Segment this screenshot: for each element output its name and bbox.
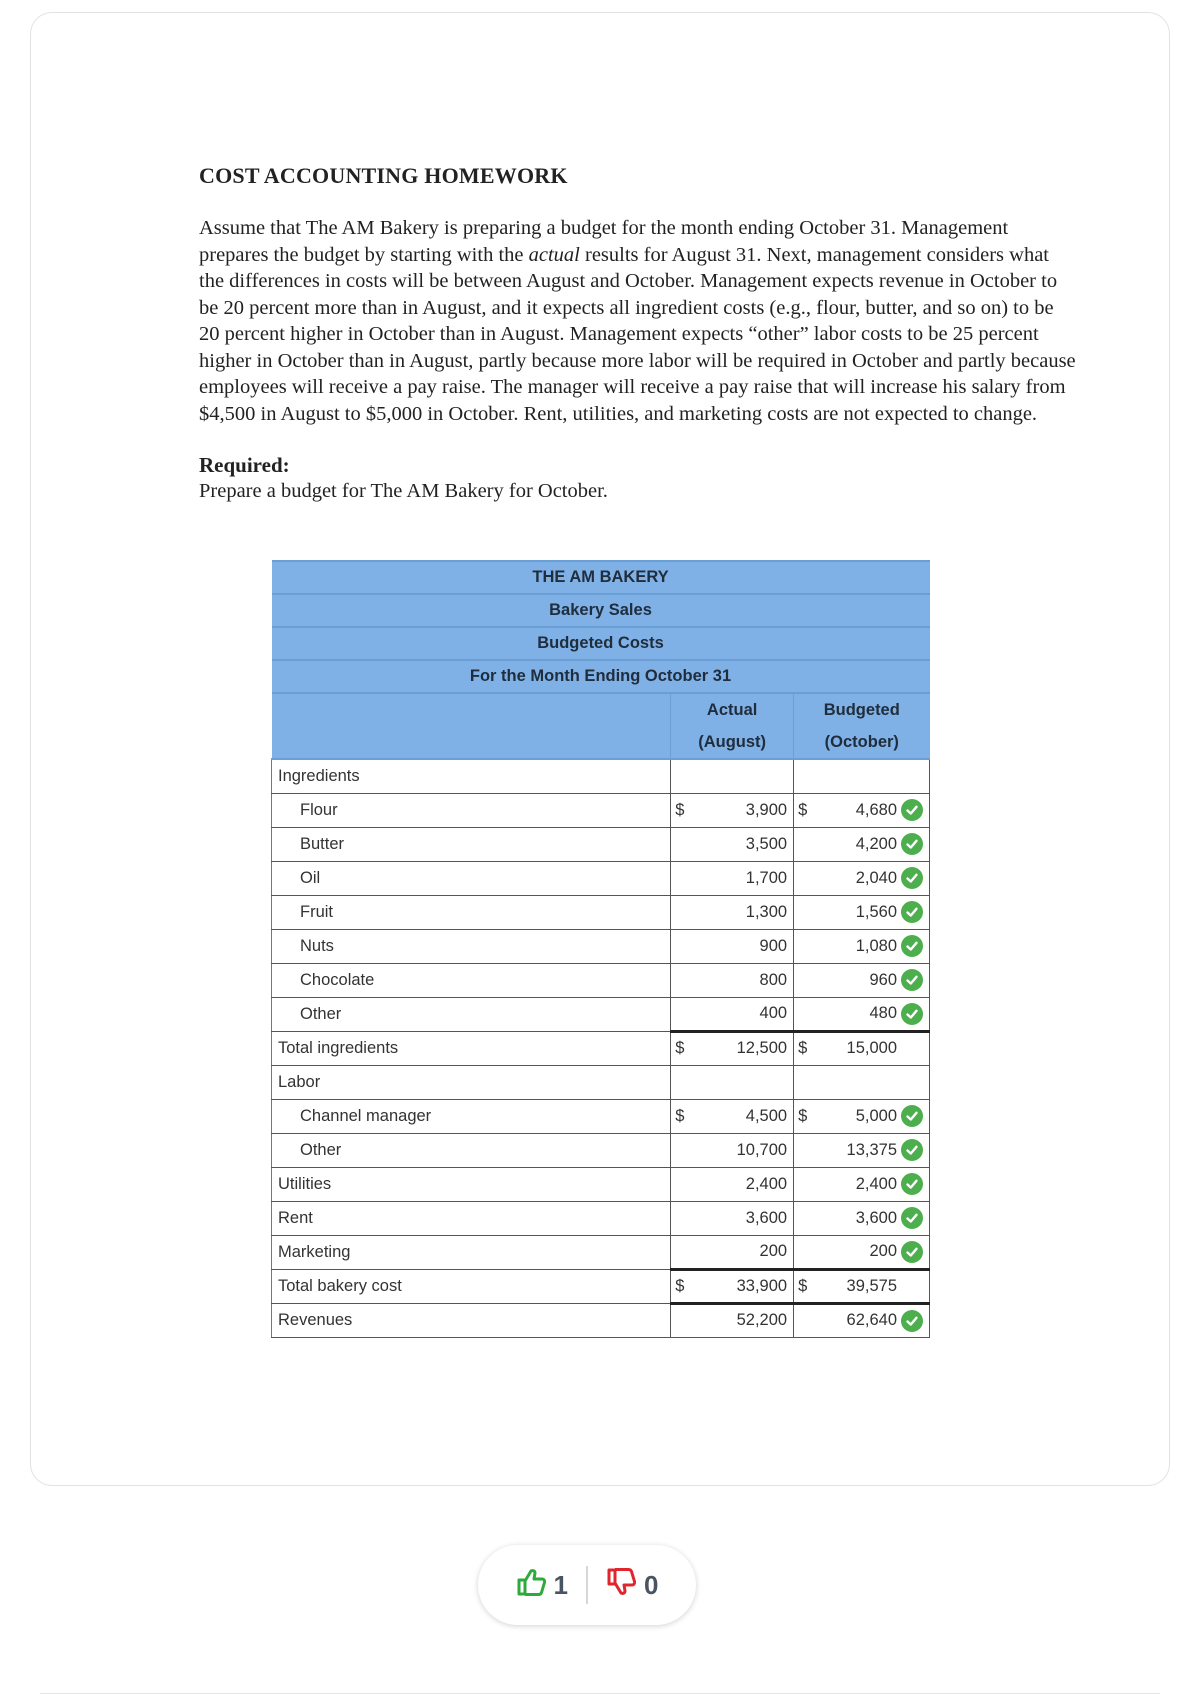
budgeted-value: 62,640 — [846, 1311, 897, 1329]
document-body — [199, 163, 1079, 504]
check-placeholder — [901, 765, 923, 787]
actual-august-cell — [671, 1133, 794, 1167]
row-label: Labor — [272, 1065, 671, 1099]
table-row — [272, 963, 930, 997]
correct-check-icon — [901, 1105, 923, 1127]
thumbs-down-icon — [606, 1568, 636, 1603]
table-row — [272, 1065, 930, 1099]
thumbs-up-icon — [516, 1568, 546, 1603]
problem-paragraph — [199, 215, 1079, 427]
budgeted-october-cell — [794, 895, 930, 929]
actual-august-cell — [671, 929, 794, 963]
row-label: Ingredients — [272, 759, 671, 793]
row-label: Oil — [272, 861, 671, 895]
row-label: Other — [272, 1133, 671, 1167]
row-label: Revenues — [272, 1303, 671, 1337]
row-label: Other — [272, 997, 671, 1031]
paragraph-text-1: Assume that The AM Bakery is preparing a budget for the month ending October 31. Management prepares the budget by starting with the — [199, 217, 1009, 266]
budgeted-value: 4,200 — [855, 834, 897, 853]
table-row — [272, 827, 930, 861]
budgeted-value: 4,680 — [855, 800, 897, 819]
budgeted-value: 1,080 — [855, 936, 897, 955]
check-placeholder — [901, 1038, 923, 1060]
actual-value: 52,200 — [736, 1311, 788, 1329]
budgeted-october-cell — [794, 997, 930, 1031]
actual-value: 3,600 — [745, 1208, 788, 1227]
budgeted-october-cell — [794, 793, 930, 827]
row-label: Total bakery cost — [272, 1269, 671, 1303]
currency-symbol: $ — [798, 1039, 808, 1057]
actual-august-cell — [671, 1269, 794, 1303]
correct-check-icon — [901, 867, 923, 889]
row-label: Chocolate — [272, 963, 671, 997]
upvote-count: 1 — [553, 1569, 568, 1600]
downvote-button[interactable] — [606, 1568, 658, 1603]
table-row — [272, 1201, 930, 1235]
table-row — [272, 1031, 930, 1065]
table-row — [272, 1133, 930, 1167]
actual-august-cell — [671, 1031, 794, 1065]
row-label: Fruit — [272, 895, 671, 929]
actual-value: 3,900 — [745, 800, 788, 819]
actual-august-cell — [671, 1099, 794, 1133]
budgeted-october-cell — [794, 929, 930, 963]
vote-divider — [586, 1566, 588, 1604]
actual-august-cell — [671, 1201, 794, 1235]
actual-value: 1,700 — [745, 868, 788, 887]
column-subheader-budgeted: (October) — [794, 726, 930, 759]
table-header-period: For the Month Ending October 31 — [272, 660, 930, 693]
row-label: Nuts — [272, 929, 671, 963]
budgeted-october-cell — [794, 1235, 930, 1269]
downvote-count: 0 — [644, 1569, 659, 1600]
table-header-company: THE AM BAKERY — [272, 561, 930, 594]
paragraph-italic: actual — [528, 243, 580, 266]
table-row — [272, 997, 930, 1031]
table-row — [272, 1167, 930, 1201]
check-placeholder — [901, 1071, 923, 1093]
correct-check-icon — [901, 935, 923, 957]
table-row — [272, 895, 930, 929]
currency-symbol: $ — [798, 800, 808, 819]
table-row — [272, 861, 930, 895]
actual-august-cell — [671, 759, 794, 793]
row-label: Flour — [272, 793, 671, 827]
divider-line — [40, 1693, 1160, 1694]
actual-august-cell — [671, 827, 794, 861]
budgeted-october-cell — [794, 759, 930, 793]
actual-august-cell — [671, 963, 794, 997]
vote-widget — [478, 1545, 696, 1625]
budgeted-value: 200 — [869, 1242, 897, 1260]
row-label: Butter — [272, 827, 671, 861]
actual-value: 200 — [759, 1242, 788, 1260]
currency-symbol: $ — [675, 800, 685, 819]
budgeted-value: 5,000 — [855, 1106, 897, 1125]
actual-value: 3,500 — [745, 834, 788, 853]
column-header-blank — [272, 726, 671, 759]
budgeted-value: 3,600 — [855, 1208, 897, 1227]
correct-check-icon — [901, 833, 923, 855]
document-title: COST ACCOUNTING HOMEWORK — [199, 163, 568, 188]
currency-symbol: $ — [675, 1039, 685, 1057]
actual-value: 400 — [759, 1004, 788, 1022]
row-label: Utilities — [272, 1167, 671, 1201]
budgeted-october-cell — [794, 1133, 930, 1167]
actual-value: 800 — [759, 970, 788, 989]
check-placeholder — [901, 1275, 923, 1297]
actual-value: 33,900 — [736, 1276, 788, 1295]
actual-august-cell — [671, 1167, 794, 1201]
correct-check-icon — [901, 1207, 923, 1229]
required-text: Prepare a budget for The AM Bakery for October. — [199, 480, 608, 502]
actual-august-cell — [671, 793, 794, 827]
budgeted-october-cell — [794, 1201, 930, 1235]
actual-value: 10,700 — [736, 1140, 788, 1159]
budgeted-october-cell — [794, 861, 930, 895]
budgeted-october-cell — [794, 1065, 930, 1099]
budget-table — [271, 560, 930, 1338]
table-row — [272, 759, 930, 793]
budgeted-value: 480 — [869, 1004, 897, 1022]
actual-august-cell — [671, 1303, 794, 1337]
actual-value: 1,300 — [745, 902, 788, 921]
currency-symbol: $ — [675, 1106, 685, 1125]
row-label: Marketing — [272, 1235, 671, 1269]
correct-check-icon — [901, 799, 923, 821]
budgeted-october-cell — [794, 1167, 930, 1201]
column-header-blank — [272, 693, 671, 726]
table-row — [272, 1303, 930, 1337]
column-header-actual: Actual — [671, 693, 794, 726]
actual-value: 2,400 — [745, 1174, 788, 1193]
budgeted-october-cell — [794, 1099, 930, 1133]
budgeted-october-cell — [794, 827, 930, 861]
table-row — [272, 1099, 930, 1133]
budgeted-value: 2,400 — [855, 1174, 897, 1193]
correct-check-icon — [901, 1241, 923, 1263]
column-header-budgeted: Budgeted — [794, 693, 930, 726]
table-row — [272, 793, 930, 827]
budgeted-october-cell — [794, 963, 930, 997]
row-label: Total ingredients — [272, 1031, 671, 1065]
row-label: Channel manager — [272, 1099, 671, 1133]
upvote-button[interactable] — [516, 1568, 568, 1603]
actual-august-cell — [671, 895, 794, 929]
budgeted-october-cell — [794, 1269, 930, 1303]
actual-august-cell — [671, 1065, 794, 1099]
table-row — [272, 929, 930, 963]
budgeted-value: 39,575 — [846, 1276, 897, 1295]
actual-value: 12,500 — [736, 1039, 788, 1057]
budgeted-value: 15,000 — [846, 1039, 897, 1057]
budgeted-value: 1,560 — [855, 902, 897, 921]
correct-check-icon — [901, 901, 923, 923]
table-header-line3: Budgeted Costs — [272, 627, 930, 660]
actual-august-cell — [671, 997, 794, 1031]
currency-symbol: $ — [675, 1276, 685, 1295]
correct-check-icon — [901, 1310, 923, 1332]
correct-check-icon — [901, 969, 923, 991]
budgeted-october-cell — [794, 1303, 930, 1337]
correct-check-icon — [901, 1003, 923, 1025]
budgeted-value: 2,040 — [855, 868, 897, 887]
actual-value: 4,500 — [745, 1106, 788, 1125]
row-label: Rent — [272, 1201, 671, 1235]
actual-august-cell — [671, 1235, 794, 1269]
correct-check-icon — [901, 1139, 923, 1161]
table-row — [272, 1235, 930, 1269]
actual-value: 900 — [759, 936, 788, 955]
budgeted-october-cell — [794, 1031, 930, 1065]
table-row — [272, 1269, 930, 1303]
budgeted-value: 13,375 — [846, 1140, 897, 1159]
currency-symbol: $ — [798, 1276, 808, 1295]
paragraph-text-2: results for August 31. Next, management considers what the differences in costs will be between August and October. Management expects revenue in October to be 20 percent more than in August, and it expects all ingredient costs (e.g., flour, butter, and so on) to be 20 percent higher in October than in August. Management expects “other” labor costs to be 25 percent higher in October than in August, partly because more labor will be required in October and partly because employees will receive a pay raise. The manager will receive a pay raise that will increase his salary from $4,500 in August to $5,000 in October. Rent, utilities, and marketing costs are not expected to change. — [199, 243, 1076, 425]
budgeted-value: 960 — [869, 970, 897, 989]
required-label: Required: — [199, 453, 290, 477]
correct-check-icon — [901, 1173, 923, 1195]
actual-august-cell — [671, 861, 794, 895]
table-header-line2: Bakery Sales — [272, 594, 930, 627]
column-subheader-actual: (August) — [671, 726, 794, 759]
currency-symbol: $ — [798, 1106, 808, 1125]
